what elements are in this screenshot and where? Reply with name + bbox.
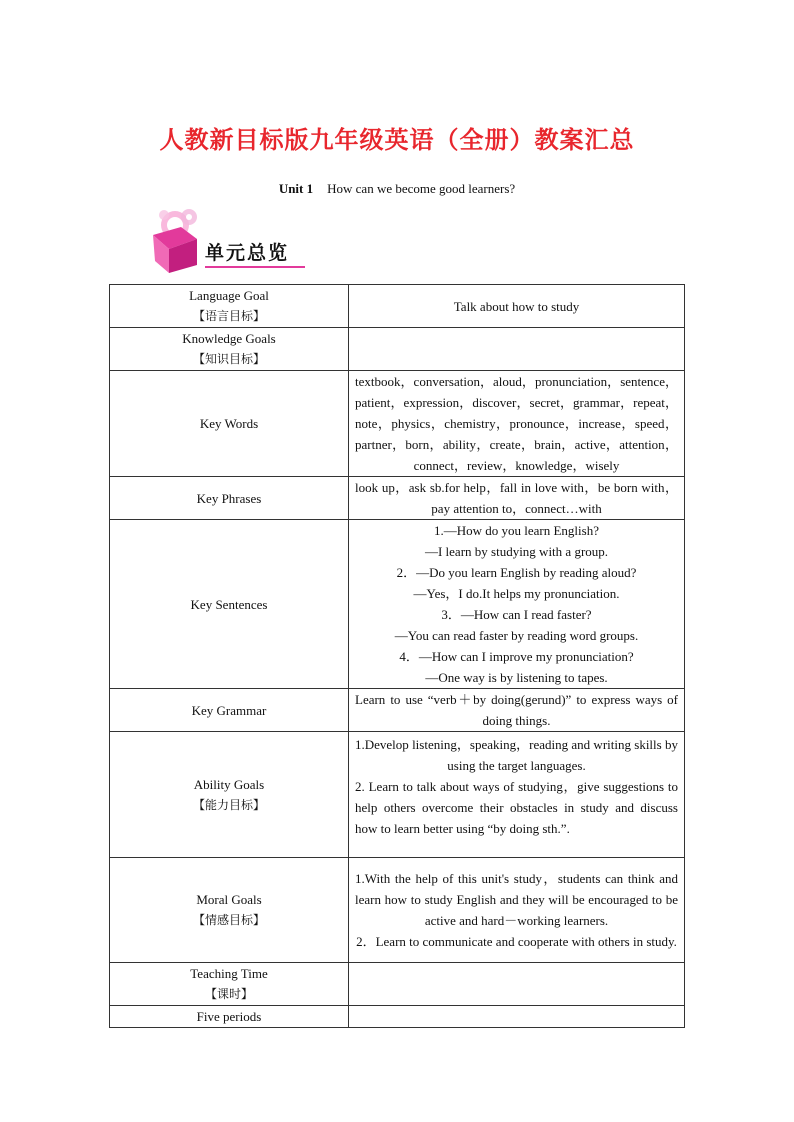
key-grammar-label: Key Grammar	[110, 689, 349, 732]
table-row	[110, 285, 685, 328]
key-words-label: Key Words	[110, 371, 349, 477]
key-sentences-label: Key Sentences	[110, 520, 349, 689]
sentence-line: 3．—How can I read faster?	[441, 607, 592, 622]
unit-overview-table	[109, 284, 685, 1028]
sentence-line: 4．—How can I improve my pronunciation?	[399, 649, 634, 664]
ability-goals-label: Ability Goals 【能力目标】	[110, 732, 349, 858]
periods-value	[349, 1006, 685, 1028]
sentence-line: —Yes，I do.It helps my pronunciation.	[413, 586, 620, 601]
key-sentences-value	[349, 520, 685, 689]
table-row	[110, 328, 685, 371]
page-title: 人教新目标版九年级英语（全册）教案汇总	[159, 126, 635, 154]
table-row	[110, 520, 685, 689]
table-row	[110, 963, 685, 1006]
teaching-time-value	[349, 963, 685, 1006]
table-row	[110, 1006, 685, 1028]
ability-goals-value: 1.Develop listening，speaking，reading and writing skills by using the target languages. 2. Learn to talk about ways of studying，give suggestions to help others overcome their obstacles in study and discuss how to learn better using “by doing sth.”.	[349, 732, 685, 858]
sentence-line: —You can read faster by reading word groups.	[394, 628, 639, 643]
knowledge-goals-label: Knowledge Goals 【知识目标】	[110, 328, 349, 371]
language-goal-label: Language Goal 【语言目标】	[110, 285, 349, 328]
unit-label: Unit 1	[278, 181, 314, 196]
table-row	[110, 371, 685, 477]
moral-goals-label: Moral Goals 【情感目标】	[110, 858, 349, 963]
knowledge-goals-value	[349, 328, 685, 371]
language-goal-value: Talk about how to study	[349, 285, 685, 328]
periods-label: Five periods	[110, 1006, 349, 1028]
key-words-value: textbook，conversation，aloud，pronunciation，sentence，patient，expression，discover，secret，grammar，repeat，note，physics，chemistry，pronounce，increase，speed，partner，born，ability，create，brain，active，attention，connect，review，knowledge，wisely	[349, 371, 685, 477]
badge-title: 单元总览	[205, 242, 290, 264]
teaching-time-label: Teaching Time 【课时】	[110, 963, 349, 1006]
unit-question: How can we become good learners?	[327, 181, 516, 196]
table-row	[110, 689, 685, 732]
sentence-line: 2．—Do you learn English by reading aloud?	[396, 565, 637, 580]
table-row	[110, 732, 685, 858]
sentence-line: —I learn by studying with a group.	[424, 544, 609, 559]
sentence-line: 1.—How do you learn English?	[433, 523, 599, 538]
key-grammar-value: Learn to use “verb＋by doing(gerund)” to express ways of doing things.	[349, 689, 685, 732]
table-row	[110, 858, 685, 963]
unit-heading	[0, 181, 794, 197]
moral-goals-value: 1.With the help of this unit's study，students can think and learn how to study English and they will be encouraged to be active and hard－working learners. 2．Learn to communicate and cooperate with others in study.	[349, 858, 685, 963]
sentence-line: —One way is by listening to tapes.	[425, 670, 608, 685]
key-phrases-label: Key Phrases	[110, 477, 349, 520]
table-row	[110, 477, 685, 520]
key-phrases-value: look up，ask sb.for help，fall in love with，be born with，pay attention to，connect…with	[349, 477, 685, 520]
